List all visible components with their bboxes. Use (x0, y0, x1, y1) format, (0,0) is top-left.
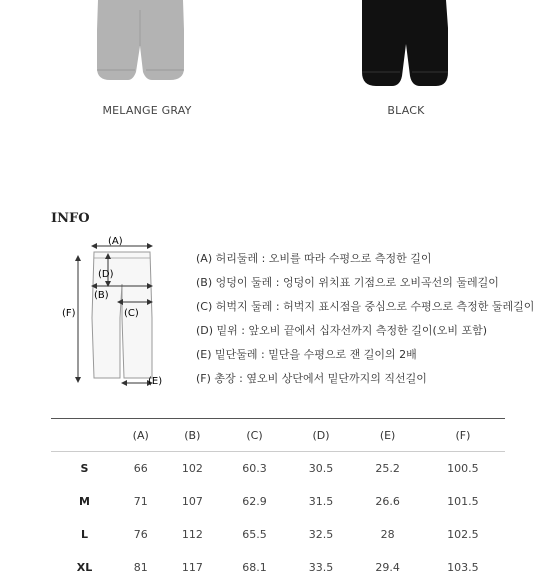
table-cell: 68.1 (242, 561, 267, 574)
color-label-black: BLACK (387, 104, 425, 117)
table-cell-size: L (80, 528, 88, 541)
diagram-label-c: (C) (124, 308, 139, 319)
desc-waist: (A) 허리둘레 : 오비를 따라 수평으로 측정한 길이 (196, 252, 432, 265)
table-cell: 25.2 (375, 462, 400, 475)
table-cell: 65.5 (242, 528, 267, 541)
size-table-wrapper (51, 418, 505, 584)
table-cell-size: XL (76, 561, 93, 574)
table-cell: 28 (380, 528, 395, 541)
table-cell: 31.5 (308, 495, 334, 508)
table-cell: 102.5 (447, 528, 479, 541)
header-cell-a: (A) (132, 428, 149, 442)
info-title: INFO (51, 211, 90, 226)
desc-hip: (B) 엉덩이 둘레 : 엉덩이 위치표 기점으로 오비곡선의 둘레길이 (196, 276, 499, 289)
table-cell: 30.5 (308, 462, 334, 475)
size-table (51, 419, 505, 584)
desc-thigh: (C) 허벅지 둘레 : 허벅지 표시점을 중심으로 수평으로 측정한 둘레길이 (196, 300, 535, 313)
header-cell-f: (F) (455, 428, 471, 442)
table-cell: 101.5 (447, 495, 479, 508)
table-cell: 32.5 (308, 528, 334, 541)
table-row (51, 551, 505, 584)
table-cell: 66 (133, 462, 148, 475)
table-cell: 100.5 (447, 462, 479, 475)
diagram-label-a: (A) (108, 236, 123, 247)
desc-hem: (E) 밑단둘레 : 밑단을 수평으로 잰 길이의 2배 (196, 348, 417, 361)
melange-gray-pants-image (97, 0, 184, 80)
table-row (51, 452, 505, 486)
size-table-header-row (51, 419, 505, 452)
table-cell: 102 (181, 462, 203, 475)
table-cell: 26.6 (375, 495, 400, 508)
diagram-label-f: (F) (62, 308, 76, 319)
header-cell-d: (D) (312, 428, 330, 442)
product-images (0, 0, 554, 100)
measurement-diagram (56, 228, 176, 398)
table-row (51, 485, 505, 518)
black-pants-image (362, 0, 448, 86)
diagram-label-e: (E) (148, 376, 163, 387)
table-cell-size: M (79, 495, 90, 508)
table-cell: 76 (133, 528, 148, 541)
header-cell-b: (B) (184, 428, 201, 442)
header-cell-e: (E) (379, 428, 396, 442)
table-cell: 81 (133, 561, 148, 574)
diagram-label-d: (D) (98, 269, 114, 280)
table-cell: 33.5 (308, 561, 334, 574)
diagram-label-b: (B) (94, 290, 109, 301)
header-cell-size (51, 419, 118, 452)
color-label-melange-gray: MELANGE GRAY (102, 104, 192, 117)
table-cell: 29.4 (375, 561, 400, 574)
table-cell: 71 (133, 495, 148, 508)
table-cell-size: S (80, 462, 89, 475)
table-cell: 112 (181, 528, 203, 541)
table-cell: 62.9 (242, 495, 267, 508)
desc-rise: (D) 밑위 : 앞오비 끝에서 십자선까지 측정한 길이(오비 포함) (196, 324, 488, 337)
table-cell: 117 (181, 561, 203, 574)
header-cell-c: (C) (246, 428, 263, 442)
table-cell: 103.5 (447, 561, 479, 574)
table-cell: 107 (181, 495, 203, 508)
desc-length: (F) 총장 : 옆오비 상단에서 밑단까지의 직선길이 (196, 372, 427, 385)
table-cell: 60.3 (242, 462, 267, 475)
table-row (51, 518, 505, 551)
